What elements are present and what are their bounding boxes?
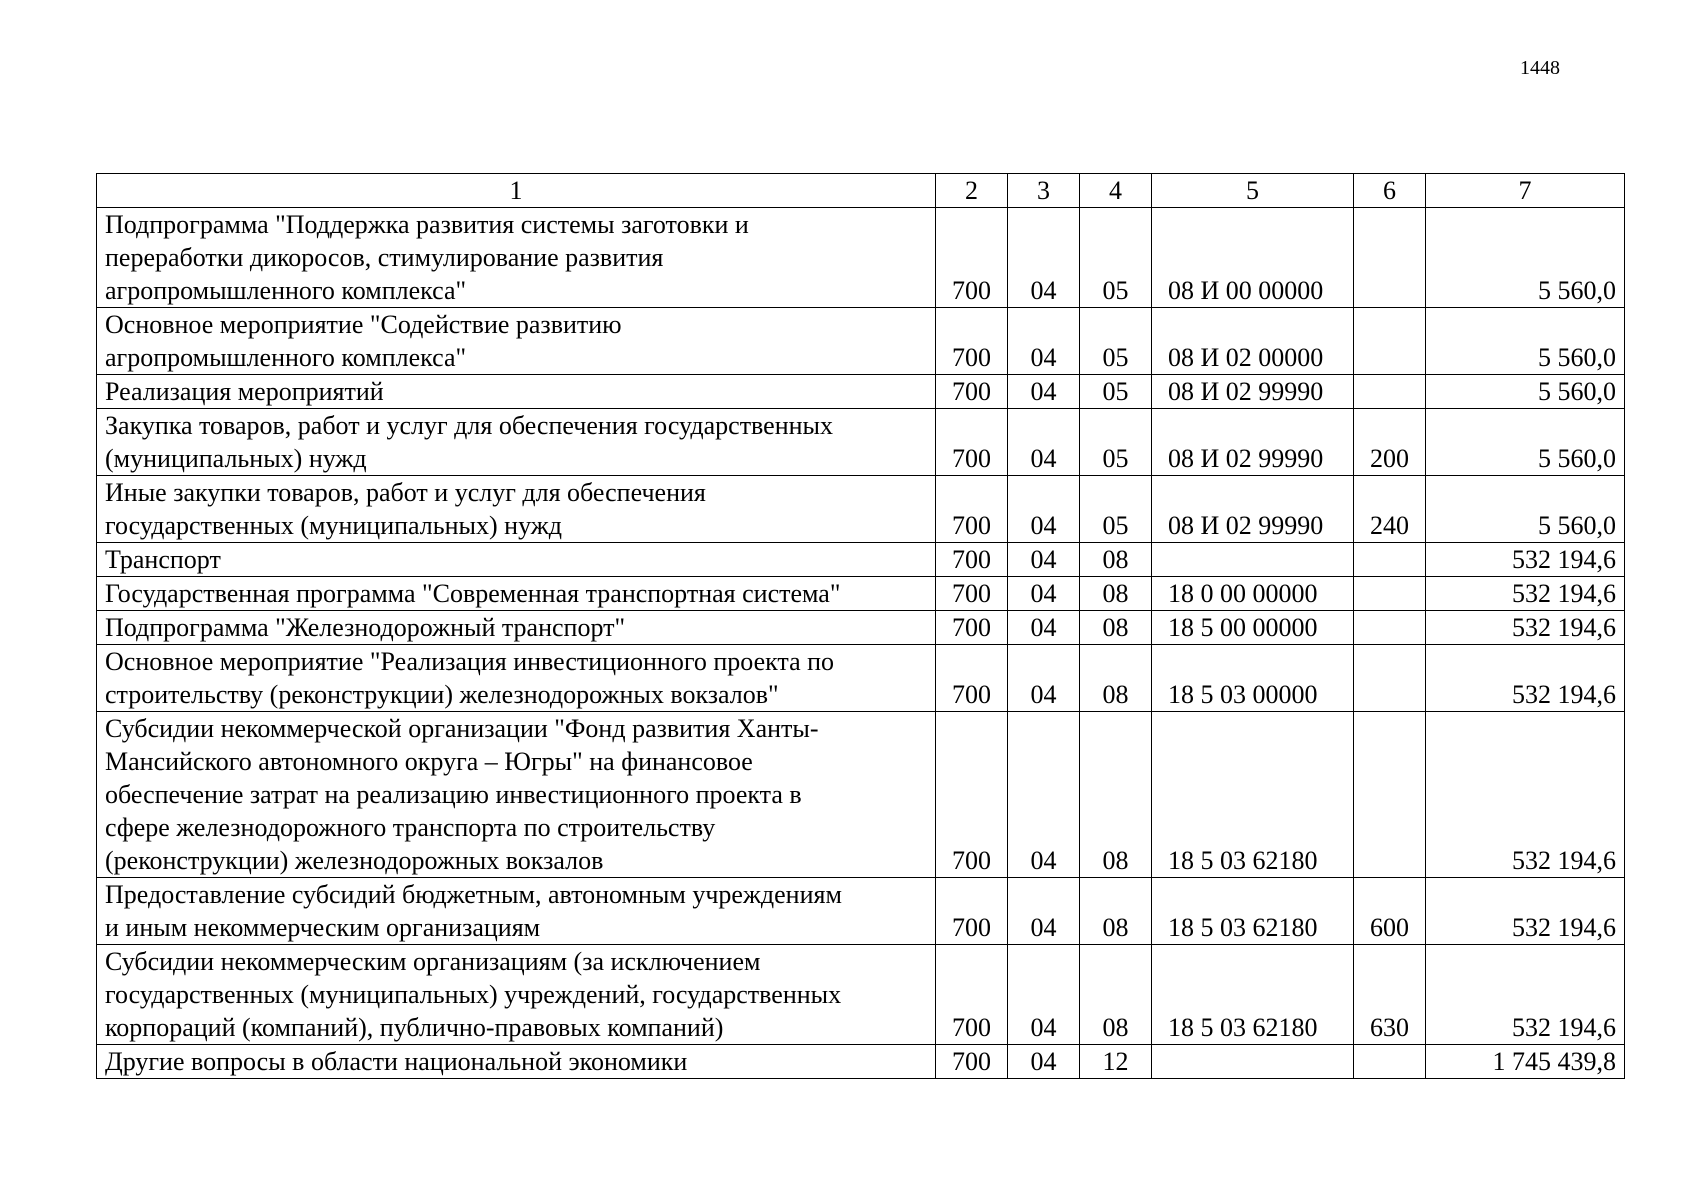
row-name-line: Иные закупки товаров, работ и услуг для обеспечения	[105, 478, 706, 507]
subsection-code-cell: 05	[1080, 476, 1152, 543]
section-code-cell: 04	[1008, 945, 1080, 1045]
row-name-line: (муниципальных) нужд	[105, 444, 367, 473]
table-row	[97, 1045, 1625, 1079]
target-article-cell: 08 И 02 99990	[1152, 375, 1354, 409]
target-article-cell: 08 И 02 00000	[1152, 308, 1354, 375]
subsection-code-cell: 05	[1080, 208, 1152, 308]
amount-cell: 5 560,0	[1426, 409, 1625, 476]
header-row	[97, 174, 1625, 208]
row-name-line: государственных (муниципальных) учреждений, государственных	[105, 980, 842, 1009]
row-name-line: агропромышленного комплекса"	[105, 276, 467, 305]
row-name-cell	[97, 878, 936, 945]
row-name-line: Закупка товаров, работ и услуг для обеспечения государственных	[105, 411, 834, 440]
row-name-cell	[97, 1045, 936, 1079]
column-header: 7	[1426, 174, 1625, 208]
table-row	[97, 375, 1625, 409]
target-article-cell: 18 0 00 00000	[1152, 577, 1354, 611]
subsection-code-cell: 08	[1080, 543, 1152, 577]
column-header: 4	[1080, 174, 1152, 208]
row-name-line: обеспечение затрат на реализацию инвестиционного проекта в	[105, 780, 802, 809]
expense-type-cell	[1354, 1045, 1426, 1079]
row-name-line: агропромышленного комплекса"	[105, 343, 467, 372]
section-code-cell: 04	[1008, 577, 1080, 611]
amount-cell: 532 194,6	[1426, 645, 1625, 712]
row-name-cell	[97, 577, 936, 611]
subsection-code-cell: 05	[1080, 308, 1152, 375]
row-name-line: Другие вопросы в области национальной экономики	[105, 1047, 688, 1076]
table-body	[97, 174, 1625, 1079]
target-article-cell: 08 И 02 99990	[1152, 409, 1354, 476]
section-code-cell: 04	[1008, 1045, 1080, 1079]
row-name-line: строительству (реконструкции) железнодорожных вокзалов"	[105, 680, 779, 709]
section-code-cell: 04	[1008, 208, 1080, 308]
subsection-code-cell: 08	[1080, 611, 1152, 645]
row-name-line: сфере железнодорожного транспорта по строительству	[105, 813, 716, 842]
amount-cell: 532 194,6	[1426, 878, 1625, 945]
department-code-cell: 700	[936, 945, 1008, 1045]
amount-cell: 532 194,6	[1426, 611, 1625, 645]
section-code-cell: 04	[1008, 308, 1080, 375]
expense-type-cell: 200	[1354, 409, 1426, 476]
subsection-code-cell: 08	[1080, 878, 1152, 945]
column-header: 3	[1008, 174, 1080, 208]
target-article-cell: 18 5 03 62180	[1152, 712, 1354, 878]
row-name-cell	[97, 476, 936, 543]
subsection-code-cell: 05	[1080, 375, 1152, 409]
table-row	[97, 611, 1625, 645]
table-row	[97, 577, 1625, 611]
target-article-cell: 08 И 02 99990	[1152, 476, 1354, 543]
row-name-line: Подпрограмма "Железнодорожный транспорт"	[105, 613, 626, 642]
column-header: 6	[1354, 174, 1426, 208]
department-code-cell: 700	[936, 1045, 1008, 1079]
row-name-line: (реконструкции) железнодорожных вокзалов	[105, 846, 604, 875]
row-name-cell	[97, 712, 936, 878]
table-row	[97, 476, 1625, 543]
row-name-line: Государственная программа "Современная транспортная система"	[105, 579, 841, 608]
row-name-cell	[97, 308, 936, 375]
expense-type-cell	[1354, 712, 1426, 878]
row-name-line: государственных (муниципальных) нужд	[105, 511, 562, 540]
expense-type-cell	[1354, 577, 1426, 611]
table-row	[97, 712, 1625, 878]
expense-type-cell	[1354, 543, 1426, 577]
expense-type-cell	[1354, 645, 1426, 712]
amount-cell: 5 560,0	[1426, 208, 1625, 308]
expense-type-cell	[1354, 375, 1426, 409]
table-row	[97, 878, 1625, 945]
table-row	[97, 645, 1625, 712]
section-code-cell: 04	[1008, 375, 1080, 409]
expense-type-cell	[1354, 208, 1426, 308]
expense-type-cell	[1354, 611, 1426, 645]
section-code-cell: 04	[1008, 409, 1080, 476]
subsection-code-cell: 05	[1080, 409, 1152, 476]
department-code-cell: 700	[936, 878, 1008, 945]
row-name-line: Основное мероприятие "Реализация инвестиционного проекта по	[105, 647, 835, 676]
row-name-line: Субсидии некоммерческой организации "Фонд развития Ханты-	[105, 714, 819, 743]
expense-type-cell: 600	[1354, 878, 1426, 945]
amount-cell: 532 194,6	[1426, 577, 1625, 611]
row-name-cell	[97, 611, 936, 645]
row-name-line: переработки дикоросов, стимулирование развития	[105, 243, 664, 272]
row-name-cell	[97, 945, 936, 1045]
row-name-cell	[97, 208, 936, 308]
page-number: 1448	[1520, 57, 1560, 79]
expense-type-cell: 630	[1354, 945, 1426, 1045]
amount-cell: 532 194,6	[1426, 543, 1625, 577]
target-article-cell	[1152, 543, 1354, 577]
row-name-cell	[97, 543, 936, 577]
target-article-cell	[1152, 1045, 1354, 1079]
target-article-cell: 18 5 00 00000	[1152, 611, 1354, 645]
table-row	[97, 543, 1625, 577]
amount-cell: 1 745 439,8	[1426, 1045, 1625, 1079]
department-code-cell: 700	[936, 543, 1008, 577]
target-article-cell: 18 5 03 00000	[1152, 645, 1354, 712]
budget-table	[96, 173, 1625, 1079]
column-header: 5	[1152, 174, 1354, 208]
section-code-cell: 04	[1008, 878, 1080, 945]
expense-type-cell: 240	[1354, 476, 1426, 543]
column-header: 1	[97, 174, 936, 208]
row-name-cell	[97, 409, 936, 476]
section-code-cell: 04	[1008, 476, 1080, 543]
amount-cell: 532 194,6	[1426, 712, 1625, 878]
amount-cell: 532 194,6	[1426, 945, 1625, 1045]
table-row	[97, 945, 1625, 1045]
department-code-cell: 700	[936, 712, 1008, 878]
row-name-line: Реализация мероприятий	[105, 377, 384, 406]
row-name-line: и иным некоммерческим организациям	[105, 913, 541, 942]
section-code-cell: 04	[1008, 611, 1080, 645]
table-row	[97, 308, 1625, 375]
row-name-line: Предоставление субсидий бюджетным, автономным учреждениям	[105, 880, 842, 909]
amount-cell: 5 560,0	[1426, 308, 1625, 375]
department-code-cell: 700	[936, 409, 1008, 476]
department-code-cell: 700	[936, 208, 1008, 308]
subsection-code-cell: 08	[1080, 645, 1152, 712]
amount-cell: 5 560,0	[1426, 375, 1625, 409]
section-code-cell: 04	[1008, 543, 1080, 577]
subsection-code-cell: 08	[1080, 712, 1152, 878]
department-code-cell: 700	[936, 308, 1008, 375]
target-article-cell: 08 И 00 00000	[1152, 208, 1354, 308]
row-name-line: корпораций (компаний), публично-правовых компаний)	[105, 1013, 724, 1042]
subsection-code-cell: 08	[1080, 945, 1152, 1045]
row-name-line: Субсидии некоммерческим организациям (за исключением	[105, 947, 761, 976]
department-code-cell: 700	[936, 611, 1008, 645]
target-article-cell: 18 5 03 62180	[1152, 878, 1354, 945]
section-code-cell: 04	[1008, 645, 1080, 712]
table-row	[97, 208, 1625, 308]
amount-cell: 5 560,0	[1426, 476, 1625, 543]
department-code-cell: 700	[936, 577, 1008, 611]
row-name-line: Подпрограмма "Поддержка развития системы заготовки и	[105, 210, 749, 239]
section-code-cell: 04	[1008, 712, 1080, 878]
expense-type-cell	[1354, 308, 1426, 375]
department-code-cell: 700	[936, 375, 1008, 409]
row-name-line: Основное мероприятие "Содействие развитию	[105, 310, 622, 339]
row-name-cell	[97, 375, 936, 409]
row-name-line: Транспорт	[105, 545, 221, 574]
subsection-code-cell: 08	[1080, 577, 1152, 611]
table-row	[97, 409, 1625, 476]
department-code-cell: 700	[936, 645, 1008, 712]
subsection-code-cell: 12	[1080, 1045, 1152, 1079]
column-header: 2	[936, 174, 1008, 208]
row-name-line: Мансийского автономного округа – Югры" на финансовое	[105, 747, 753, 776]
row-name-cell	[97, 645, 936, 712]
target-article-cell: 18 5 03 62180	[1152, 945, 1354, 1045]
department-code-cell: 700	[936, 476, 1008, 543]
